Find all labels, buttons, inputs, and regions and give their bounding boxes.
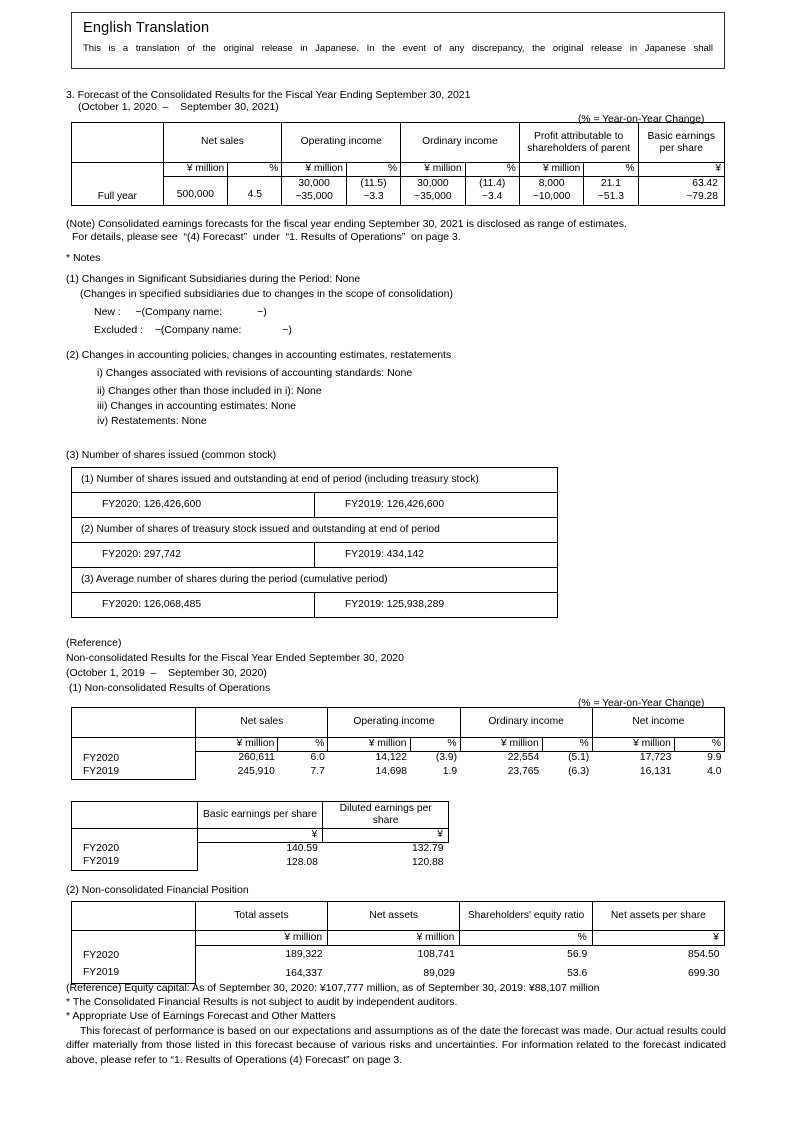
fp-label-column: [72, 931, 196, 984]
fp-row-2-net-assets-per-share: 699.30: [688, 967, 720, 979]
value-operating-income-amount-from: 30,000: [298, 178, 330, 190]
forecast-header-basic-eps: Basic earnings per share: [638, 123, 724, 163]
forecast-row-label: Full year: [72, 163, 164, 206]
table-row: [72, 493, 558, 518]
fp-header-total-assets: Total assets: [195, 902, 327, 931]
table-unit-row: [72, 829, 449, 843]
unit-ordinary-income-amount: ¥ million: [401, 163, 466, 177]
nc-ops-row-2-operating-income-pct: 1.9: [442, 766, 458, 778]
notes-excluded-company: Excluded : −(Company name: −): [94, 324, 292, 336]
eps-row-1-label: FY2020: [83, 843, 120, 855]
fp-header-net-assets-per-share: Net assets per share: [592, 902, 724, 931]
eps-row-2-diluted: 120.88: [412, 856, 444, 868]
nc-ops-row-1-operating-income: 14,122: [375, 752, 407, 764]
value-operating-income-pct-from: (11.5): [360, 178, 387, 190]
value-ordinary-income-pct-from: (11.4): [479, 178, 506, 190]
nc-ops-unit-net-income: ¥ million: [592, 738, 674, 752]
forecast-note-line-1: (Note) Consolidated earnings forecasts for the fiscal year ending September 30, 2021 is disclosed as range of estimates.: [66, 218, 627, 230]
reference-line-4: (1) Non-consolidated Results of Operations: [66, 682, 271, 694]
nc-ops-row-1-ordinary-income-pct: (5.1): [568, 752, 590, 764]
value-basic-eps: [638, 177, 724, 206]
eps-label-column: [72, 829, 198, 871]
value-profit-amount-from: 8,000: [538, 178, 565, 190]
shares-row-1-fy2020: FY2020: 126,426,600: [72, 493, 315, 518]
table-header-row: [72, 568, 558, 593]
nc-ops-row-2-net-income-pct: 4.0: [707, 766, 722, 778]
table-header-row: [72, 123, 725, 163]
forecast-header-profit-attributable: Profit attributable to shareholders of parent: [519, 123, 638, 163]
eps-header-basic: Basic earnings per share: [197, 802, 323, 829]
table-row: [72, 543, 558, 568]
notes-item-3: (3) Number of shares issued (common stock): [66, 449, 277, 461]
table-header-row: [72, 468, 558, 493]
nc-ops-unit-ordinary-income: ¥ million: [460, 738, 542, 752]
nc-ops-unit-net-income-pct: %: [674, 738, 724, 752]
unit-profit-amount: ¥ million: [519, 163, 584, 177]
shares-row-3-fy2020: FY2020: 126,068,485: [72, 593, 315, 618]
table-header-row: [72, 518, 558, 543]
nc-ops-unit-net-sales: ¥ million: [196, 738, 278, 752]
nc-ops-row-2-ordinary-income-pct: (6.3): [568, 766, 590, 778]
eps-unit-diluted: ¥: [323, 829, 449, 843]
shares-row-3-header: (3) Average number of shares during the period (cumulative period): [72, 568, 558, 593]
forecast-yoy-note: (% = Year-on-Year Change): [578, 114, 705, 125]
financial-position-table: [71, 901, 725, 984]
nc-ops-unit-operating-income: ¥ million: [328, 738, 410, 752]
shares-row-2-header: (2) Number of shares of treasury stock issued and outstanding at end of period: [72, 518, 558, 543]
value-net-sales-pct: 4.5: [228, 177, 282, 206]
table-row: [72, 593, 558, 618]
unit-basic-eps: ¥: [638, 163, 724, 177]
eps-row-2-label: FY2019: [83, 855, 120, 867]
unit-net-sales-pct: %: [228, 163, 282, 177]
eps-table: [71, 801, 449, 871]
nc-ops-row-1-net-income-pct: 9.9: [707, 752, 722, 764]
shares-row-2-fy2020: FY2020: 297,742: [72, 543, 315, 568]
value-ordinary-income-amount: [401, 177, 466, 206]
nc-ops-header-operating-income: Operating income: [328, 708, 460, 738]
nc-ops-row-2-net-income: 16,131: [639, 766, 672, 778]
footnote-forecast-paragraph: This forecast of performance is based on our expectations and assumptions as of the date the forecast was made. Our actual results could differ materially from those listed in this forecast because of various risks and uncertainties. For information related to the forecast indicated above, please refer to “1. Results of Operations (4) Forecast” on page 3.: [66, 1025, 726, 1066]
nc-ops-row-2-ordinary-income: 23,765: [507, 766, 540, 778]
table-unit-row: [72, 738, 725, 752]
forecast-period: (October 1, 2020 – September 30, 2021): [78, 101, 279, 113]
fp-unit-equity-ratio: %: [460, 931, 592, 946]
fp-row-2-total-assets: 164,337: [285, 967, 323, 979]
eps-row-1-diluted: 132.79: [412, 843, 444, 855]
value-ordinary-income-pct: [465, 177, 519, 206]
value-operating-income-amount-to: ~35,000: [295, 191, 333, 202]
value-profit-pct-to: ~51.3: [597, 191, 624, 202]
non-consolidated-operations-table: [71, 707, 725, 780]
eps-header-blank: [72, 802, 198, 829]
table-header-row: [72, 902, 725, 931]
value-basic-eps-from: 63.42: [692, 178, 718, 190]
fp-row-1-equity-ratio: 56.9: [567, 948, 588, 960]
unit-operating-income-amount: ¥ million: [282, 163, 347, 177]
table-header-row: [72, 708, 725, 738]
english-translation-banner: [71, 12, 725, 69]
notes-title: * Notes: [66, 252, 101, 264]
fp-row-1-label: FY2020: [83, 949, 120, 961]
nc-ops-row-1-net-income: 17,723: [639, 752, 672, 764]
table-unit-row: [72, 931, 725, 946]
footnote-audit: * The Consolidated Financial Results is not subject to audit by independent auditors.: [66, 996, 458, 1008]
shares-row-3-fy2019: FY2019: 125,938,289: [315, 593, 558, 618]
unit-profit-pct: %: [584, 163, 638, 177]
forecast-table: [71, 122, 725, 206]
shares-row-1-header: (1) Number of shares issued and outstanding at end of period (including treasury stock): [72, 468, 558, 493]
fp-row-2-equity-ratio: 53.6: [567, 967, 588, 979]
eps-unit-basic: ¥: [197, 829, 323, 843]
forecast-note-line-2: For details, please see “(4) Forecast” under “1. Results of Operations” on page 3.: [72, 231, 461, 243]
value-profit-pct: [584, 177, 638, 206]
table-unit-row: [72, 163, 725, 177]
forecast-header-net-sales: Net sales: [163, 123, 282, 163]
reference-line-1: (Reference): [66, 637, 122, 649]
nc-ops-unit-ordinary-income-pct: %: [542, 738, 592, 752]
value-operating-income-amount: [282, 177, 347, 206]
unit-operating-income-pct: %: [346, 163, 400, 177]
notes-item-2: (2) Changes in accounting policies, changes in accounting estimates, restatements: [66, 349, 452, 361]
reference-line-3: (October 1, 2019 – September 30, 2020): [66, 667, 267, 679]
table-header-row: [72, 802, 449, 829]
translation-body: This is a translation of the original release in Japanese. In the event of any discrepancy, the original release in Japanese shall: [83, 43, 713, 54]
notes-item-2-iv: iv) Restatements: None: [97, 415, 207, 427]
forecast-header-blank: [72, 123, 164, 163]
value-net-sales-amount: 500,000: [163, 177, 228, 206]
forecast-header-operating-income: Operating income: [282, 123, 401, 163]
nc-ops-unit-operating-income-pct: %: [410, 738, 460, 752]
notes-item-2-i: i) Changes associated with revisions of accounting standards: None: [97, 367, 413, 379]
table-row: [72, 177, 725, 206]
fp-header-blank: [72, 902, 196, 931]
nc-ops-row-2-label: FY2019: [83, 765, 120, 777]
fp-unit-total-assets: ¥ million: [195, 931, 327, 946]
value-profit-amount: [519, 177, 584, 206]
fp-row-1-net-assets: 108,741: [417, 948, 455, 960]
value-operating-income-pct-to: ~3.3: [363, 191, 384, 202]
notes-item-2-ii: ii) Changes other than those included in i): None: [97, 385, 322, 397]
nc-ops-row-2-net-sales: 245,910: [237, 766, 275, 778]
value-ordinary-income-amount-to: ~35,000: [414, 191, 452, 202]
nc-ops-header-blank: [72, 708, 196, 738]
fp-row-1-total-assets: 189,322: [285, 948, 323, 960]
nc-ops-unit-net-sales-pct: %: [278, 738, 328, 752]
nc-ops-row-2-operating-income: 14,698: [375, 766, 407, 778]
nc-ops-row-1-net-sales: 260,611: [238, 752, 275, 764]
value-profit-amount-to: ~10,000: [532, 191, 571, 202]
nc-ops-row-1-operating-income-pct: (3.9): [435, 752, 458, 764]
value-ordinary-income-pct-to: ~3.4: [482, 191, 503, 202]
shares-issued-table: [71, 467, 558, 618]
value-operating-income-pct: [346, 177, 400, 206]
fp-unit-net-assets: ¥ million: [328, 931, 460, 946]
footnote-reference-equity: (Reference) Equity capital: As of September 30, 2020: ¥107,777 million, as of September 30, 2019: ¥88,107 million: [66, 982, 600, 994]
reference-line-2: Non-consolidated Results for the Fiscal Year Ended September 30, 2020: [66, 652, 404, 664]
notes-item-1: (1) Changes in Significant Subsidiaries during the Period: None: [66, 273, 361, 285]
nc-ops-header-net-sales: Net sales: [196, 708, 328, 738]
forecast-heading: 3. Forecast of the Consolidated Results for the Fiscal Year Ending September 30, 2021: [66, 89, 471, 101]
shares-row-2-fy2019: FY2019: 434,142: [315, 543, 558, 568]
fp-row-2-label: FY2019: [83, 966, 120, 978]
nc-ops-header-ordinary-income: Ordinary income: [460, 708, 592, 738]
forecast-header-ordinary-income: Ordinary income: [401, 123, 520, 163]
nc-ops-row-2-net-sales-pct: 7.7: [310, 766, 325, 778]
nc-ops-row-1-net-sales-pct: 6.0: [310, 752, 325, 764]
fp-header-net-assets: Net assets: [328, 902, 460, 931]
fp-heading: (2) Non-consolidated Financial Position: [66, 884, 249, 896]
unit-net-sales-amount: ¥ million: [163, 163, 228, 177]
nc-ops-header-net-income: Net income: [592, 708, 724, 738]
eps-header-diluted: Diluted earnings per share: [323, 802, 449, 829]
fp-row-2-net-assets: 89,029: [423, 967, 455, 979]
translation-title: English Translation: [83, 20, 210, 36]
nc-ops-label-column: [72, 738, 196, 780]
value-ordinary-income-amount-from: 30,000: [417, 178, 449, 190]
eps-row-2-basic: 128.08: [286, 856, 318, 868]
footnote-appropriate-use-title: * Appropriate Use of Earnings Forecast and Other Matters: [66, 1010, 336, 1022]
eps-row-1-basic: 140.59: [286, 843, 318, 855]
notes-item-1-sub: (Changes in specified subsidiaries due to changes in the scope of consolidation): [80, 288, 453, 300]
nc-ops-row-1-ordinary-income: 22,554: [507, 752, 540, 764]
notes-new-company: New : −(Company name: −): [94, 306, 267, 318]
unit-ordinary-income-pct: %: [465, 163, 519, 177]
fp-row-1-net-assets-per-share: 854.50: [688, 948, 720, 960]
nc-ops-yoy-note: (% = Year-on-Year Change): [578, 698, 705, 709]
nc-ops-row-1-label: FY2020: [83, 752, 120, 764]
fp-header-equity-ratio: Shareholders' equity ratio: [460, 902, 592, 931]
notes-item-2-iii: iii) Changes in accounting estimates: None: [97, 400, 297, 412]
value-profit-pct-from: 21.1: [600, 178, 621, 190]
value-basic-eps-to: ~79.28: [686, 191, 718, 202]
fp-unit-net-assets-per-share: ¥: [592, 931, 724, 946]
shares-row-1-fy2019: FY2019: 126,426,600: [315, 493, 558, 518]
